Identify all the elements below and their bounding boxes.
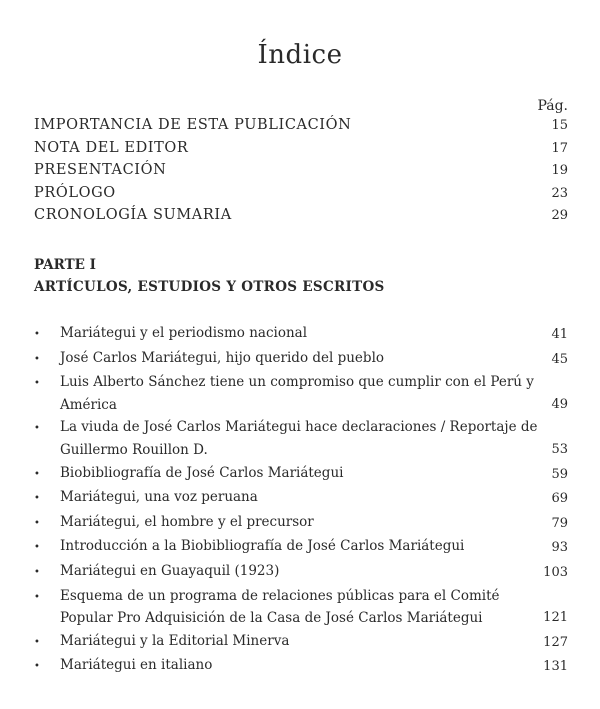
toc-entry[interactable] — [34, 630, 568, 655]
toc-entry-page: 19 — [551, 163, 568, 178]
toc-entry[interactable] — [34, 416, 568, 461]
toc-entry[interactable] — [34, 207, 568, 230]
toc-entry-label: Esquema de un programa de relaciones públicas para el Comité Popular Pro Adquisición de la Casa de José Carlos Mariátegui — [60, 587, 500, 627]
toc-entry[interactable] — [34, 654, 568, 679]
toc-entry-label: Introducción a la Biobibliografía de José Carlos Mariátegui — [60, 538, 465, 555]
toc-entry-page: 79 — [551, 515, 568, 531]
bullet-icon: • — [34, 636, 40, 648]
part-label: PARTE I — [34, 257, 96, 273]
bullet-icon: • — [34, 423, 40, 435]
toc-entry-label: NOTA DEL EDITOR — [34, 139, 189, 156]
toc-entry-page: 59 — [551, 466, 568, 482]
toc-entry-label: Luis Alberto Sánchez tiene un compromiso que cumplir con el Perú y América — [60, 374, 534, 413]
bullet-icon: • — [34, 517, 40, 529]
toc-entry-label: PRESENTACIÓN — [34, 162, 167, 178]
page-column-label: Pág. — [537, 98, 568, 114]
toc-entry-label: Mariátegui, una voz peruana — [60, 489, 258, 506]
toc-entry-label: PRÓLOGO — [34, 184, 116, 201]
toc-entry[interactable] — [34, 162, 568, 185]
toc-entry-label: Mariátegui en italiano — [60, 657, 213, 674]
toc-entry-label: CRONOLOGÍA SUMARIA — [34, 207, 232, 223]
toc-entry-page: 17 — [551, 140, 568, 156]
toc-entry-page: 93 — [551, 540, 568, 556]
toc-entry-page: 53 — [551, 441, 568, 457]
toc-entry[interactable] — [34, 140, 568, 163]
toc-entry-label: La viuda de José Carlos Mariátegui hace declaraciones / Reportaje de Guillermo Rouillon D. — [60, 419, 538, 458]
toc-entry-label: IMPORTANCIA DE ESTA PUBLICACIÓN — [34, 117, 352, 133]
bullet-icon: • — [34, 566, 40, 578]
bullet-icon: • — [34, 493, 40, 505]
toc-entry-label: Mariátegui y la Editorial Minerva — [60, 632, 290, 649]
bullet-icon: • — [34, 661, 40, 673]
bullet-icon: • — [34, 542, 40, 554]
bullet-icon: • — [34, 468, 40, 480]
toc-entry-label: Mariátegui y el periodismo nacional — [60, 325, 308, 341]
toc-entry-page: 49 — [551, 396, 568, 412]
page-title: Índice — [257, 40, 343, 70]
toc-entry-label: Mariátegui, el hombre y el precursor — [60, 513, 314, 530]
toc-entry-page: 41 — [551, 327, 568, 342]
bullet-icon: • — [34, 329, 40, 340]
part-title: ARTÍCULOS, ESTUDIOS Y OTROS ESCRITOS — [34, 279, 385, 295]
toc-entry[interactable] — [34, 486, 568, 511]
toc-entry-page: 127 — [543, 634, 568, 650]
part-entries-list — [34, 322, 568, 679]
toc-entry[interactable] — [34, 347, 568, 372]
toc-entry[interactable] — [34, 371, 568, 416]
toc-entry-page: 15 — [551, 118, 568, 133]
toc-entry-label: Biobibliografía de José Carlos Mariátegui — [60, 464, 344, 481]
toc-entry-page: 131 — [543, 659, 568, 675]
toc-entry[interactable] — [34, 117, 568, 140]
bullet-icon: • — [34, 591, 40, 603]
toc-entry[interactable] — [34, 322, 568, 347]
toc-entry-label: Mariátegui en Guayaquil (1923) — [60, 562, 280, 579]
toc-entry[interactable] — [34, 535, 568, 560]
front-matter-list — [34, 117, 568, 230]
toc-entry[interactable] — [34, 560, 568, 585]
toc-entry-page: 29 — [551, 208, 568, 223]
toc-entry[interactable] — [34, 511, 568, 536]
bullet-icon: • — [34, 353, 40, 365]
toc-entry-page: 45 — [551, 351, 568, 367]
toc-entry[interactable] — [34, 585, 568, 630]
toc-entry-label: José Carlos Mariátegui, hijo querido del pueblo — [60, 349, 385, 366]
bullet-icon: • — [34, 378, 40, 390]
toc-entry-page: 23 — [551, 185, 568, 201]
toc-entry[interactable] — [34, 462, 568, 487]
toc-entry-page: 69 — [551, 491, 568, 507]
toc-entry-page: 103 — [543, 564, 568, 580]
toc-entry[interactable] — [34, 185, 568, 208]
toc-entry-page: 121 — [543, 610, 568, 626]
